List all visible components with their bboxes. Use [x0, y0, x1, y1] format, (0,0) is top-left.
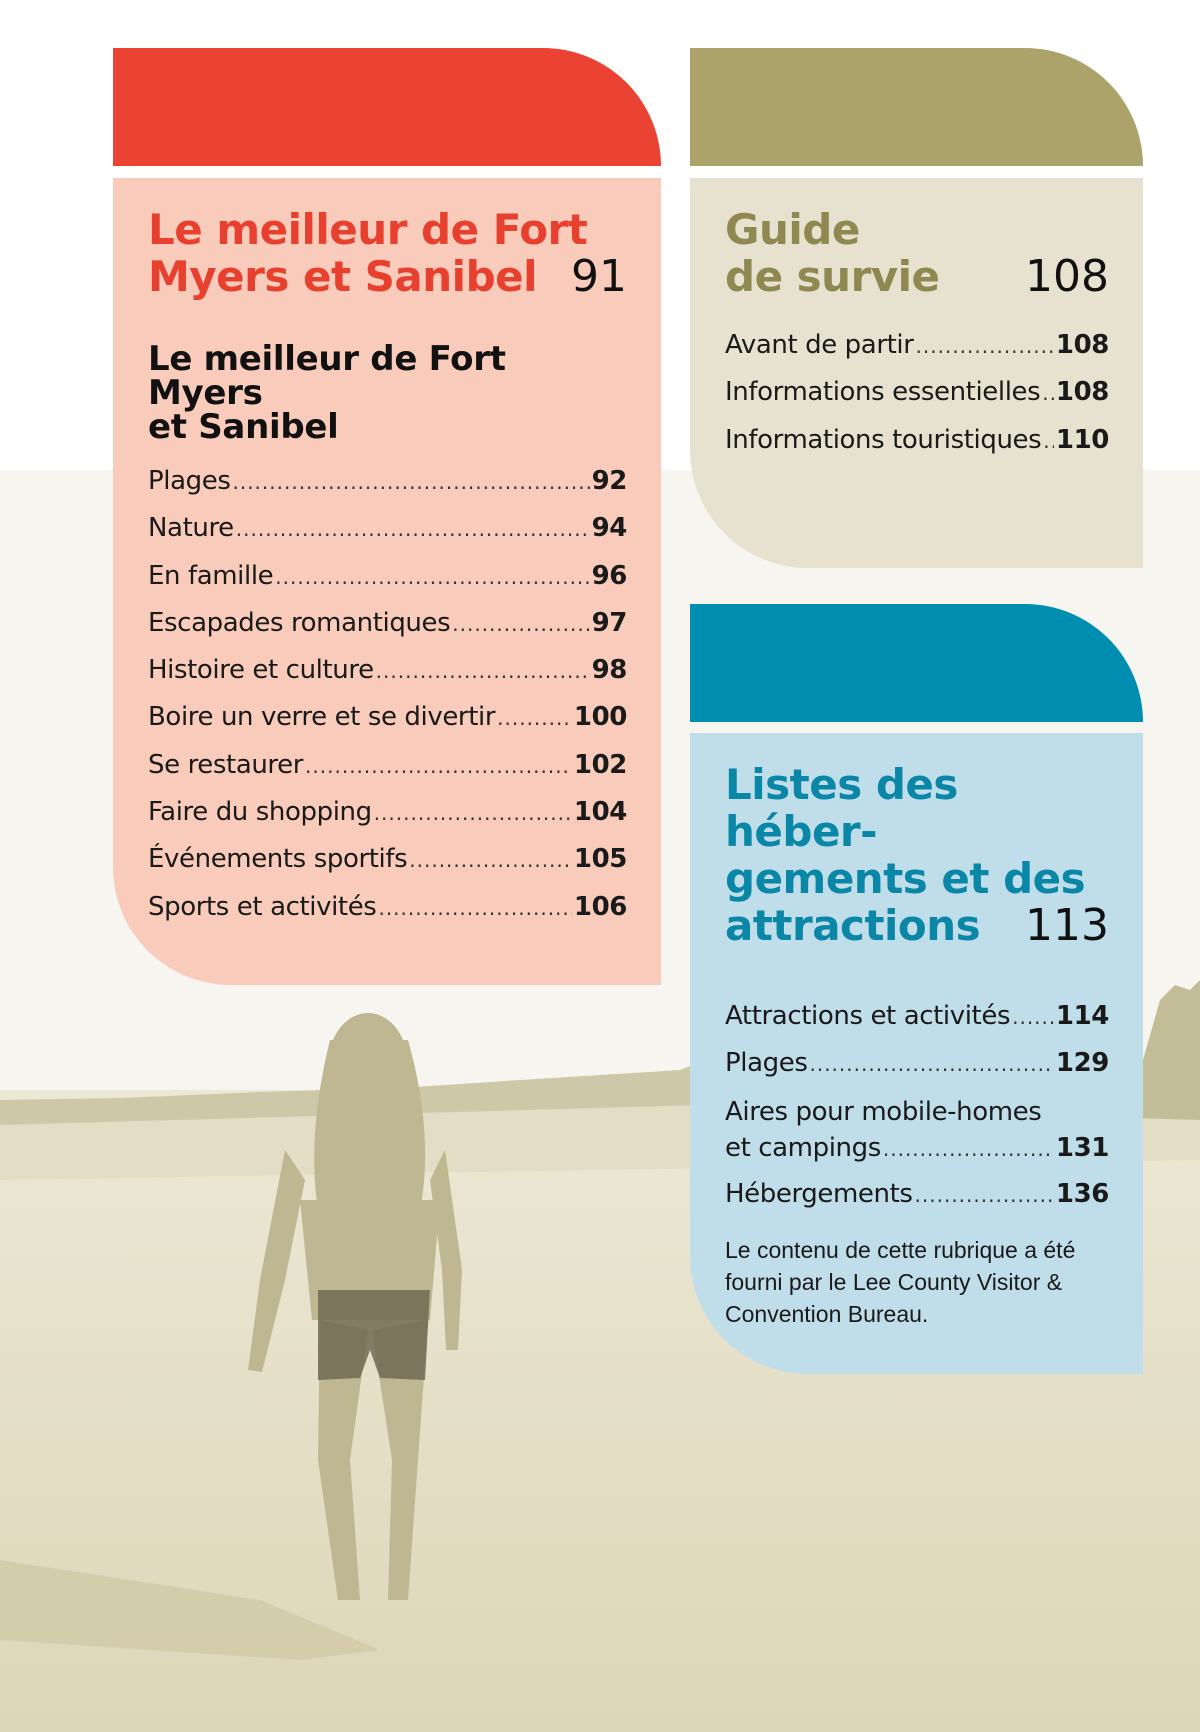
listings-heading	[725, 761, 1109, 949]
toc-entry[interactable]	[725, 1171, 1109, 1218]
toc-entry[interactable]	[725, 993, 1109, 1040]
toc-entry-page: 110	[1055, 424, 1109, 455]
survival-guide-panel	[690, 178, 1143, 568]
best-of-page-number: 91	[571, 251, 627, 302]
toc-entry-label: Informations touristiques	[725, 424, 1042, 455]
toc-entry-line2	[725, 1130, 1109, 1167]
toc-entry-page: 108	[1055, 377, 1109, 408]
listings-title-line1: Listes des héber-	[725, 760, 958, 856]
toc-entry-page: 104	[573, 797, 627, 828]
toc-entry-page: 106	[573, 891, 627, 922]
best-of-toc-list	[148, 458, 627, 931]
toc-entry-page: 94	[591, 513, 627, 544]
leader-dots	[376, 648, 590, 695]
toc-entry-page: 131	[1055, 1132, 1109, 1163]
toc-entry-label: Histoire et culture	[148, 655, 374, 686]
leader-dots	[275, 554, 589, 601]
best-of-tab	[113, 48, 661, 166]
toc-entry-label: Nature	[148, 513, 234, 544]
toc-entry[interactable]	[725, 417, 1109, 464]
toc-entry-label: Boire un verre et se divertir	[148, 702, 496, 733]
leader-dots	[1042, 370, 1054, 417]
listings-title-line3: attractions	[725, 901, 981, 950]
listings-source-note: Le contenu de cette rubrique a été fourni par le Lee County Visitor & Convention Bureau.	[725, 1236, 1076, 1327]
toc-entry-label: Aires pour mobile-homes	[725, 1096, 1042, 1127]
best-of-title[interactable]	[148, 206, 627, 300]
toc-entry-label: Avant de partir	[725, 330, 914, 360]
toc-entry[interactable]	[725, 1040, 1109, 1087]
toc-entry-page: 100	[573, 702, 627, 733]
leader-dots	[236, 506, 590, 553]
toc-entry-label: Escapades romantiques	[148, 607, 451, 638]
best-of-title-line2: Myers et Sanibel	[148, 252, 538, 301]
survival-guide-title-line2: de survie	[725, 252, 940, 301]
best-of-subtitle-line1: Le meilleur de Fort Myers	[148, 339, 506, 413]
survival-guide-page-number: 108	[1025, 251, 1109, 302]
survival-guide-toc-list	[725, 322, 1109, 464]
toc-entry[interactable]	[725, 369, 1109, 416]
listings-title-line2: gements et des	[725, 854, 1086, 903]
leader-dots	[497, 695, 572, 742]
leader-dots	[232, 459, 589, 506]
toc-entry-label: Attractions et activités	[725, 1001, 1011, 1031]
best-of-subtitle-line2: et Sanibel	[148, 407, 339, 447]
leader-dots	[883, 1131, 1054, 1167]
toc-entry[interactable]	[148, 505, 627, 552]
listings-panel	[690, 733, 1143, 1374]
toc-entry-label-continued: et campings	[725, 1132, 881, 1163]
toc-entry-multiline[interactable]	[725, 1088, 1109, 1171]
leader-dots	[452, 601, 589, 648]
leader-dots	[916, 323, 1054, 370]
toc-entry-page: 102	[573, 749, 627, 780]
best-of-heading	[148, 206, 627, 300]
survival-guide-heading	[725, 206, 1109, 300]
toc-entry-label: Plages	[148, 466, 231, 496]
toc-entry[interactable]	[148, 458, 627, 505]
best-of-title-line1: Le meilleur de Fort	[148, 205, 588, 254]
toc-entry[interactable]	[148, 742, 627, 789]
survival-guide-title-line1: Guide	[725, 205, 860, 254]
toc-entry[interactable]	[148, 789, 627, 836]
toc-entry-label: Informations essentielles	[725, 377, 1041, 408]
toc-entry[interactable]	[148, 647, 627, 694]
leader-dots	[378, 885, 571, 932]
toc-entry[interactable]	[725, 322, 1109, 369]
leader-dots	[305, 743, 572, 790]
toc-entry-label: Se restaurer	[148, 749, 304, 780]
toc-entry-page: 108	[1055, 330, 1109, 360]
leader-dots	[809, 1041, 1053, 1088]
toc-entry-page: 98	[591, 655, 627, 686]
toc-entry[interactable]	[148, 553, 627, 600]
toc-entry-page: 136	[1055, 1178, 1109, 1209]
toc-entry-label: En famille	[148, 560, 274, 591]
toc-entry-page: 97	[591, 607, 627, 638]
survival-guide-tab	[690, 48, 1143, 166]
toc-entry-page: 105	[573, 844, 627, 875]
toc-entry[interactable]	[148, 836, 627, 883]
listings-page-number: 113	[1025, 900, 1109, 951]
toc-entry-page: 96	[591, 560, 627, 591]
leader-dots	[1012, 994, 1054, 1041]
toc-entry-page: 129	[1055, 1048, 1109, 1079]
toc-entry-label: Événements sportifs	[148, 844, 408, 875]
toc-entry-label: Faire du shopping	[148, 797, 372, 828]
toc-entry-page: 92	[591, 466, 627, 496]
listings-tab	[690, 604, 1143, 722]
listings-toc-list	[725, 993, 1109, 1218]
toc-entry[interactable]	[148, 694, 627, 741]
leader-dots	[1043, 418, 1054, 465]
toc-entry[interactable]	[148, 884, 627, 931]
best-of-subtitle	[148, 339, 627, 447]
best-of-panel	[113, 178, 661, 985]
toc-entry-label: Plages	[725, 1048, 808, 1079]
toc-entry-label: Hébergements	[725, 1178, 913, 1209]
leader-dots	[374, 790, 572, 837]
toc-entry-label: Sports et activités	[148, 891, 377, 922]
toc-entry[interactable]	[148, 600, 627, 647]
toc-entry-page: 114	[1055, 1001, 1109, 1031]
leader-dots	[409, 837, 572, 884]
leader-dots	[915, 1172, 1054, 1219]
